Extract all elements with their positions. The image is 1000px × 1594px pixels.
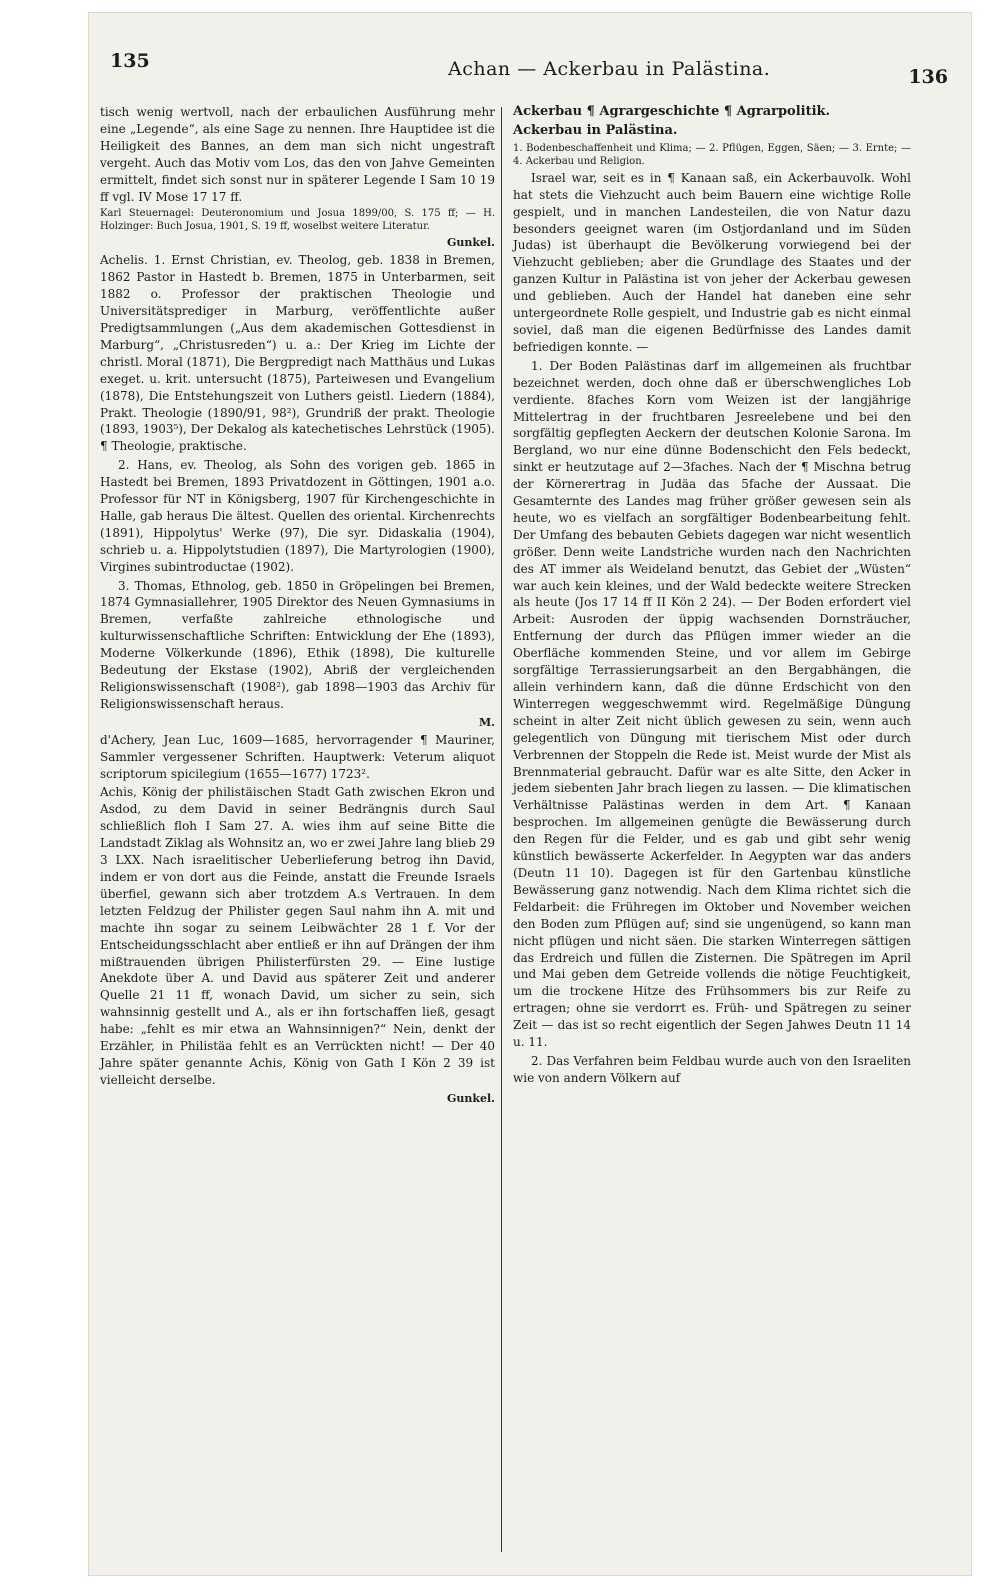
entry-achelis-2: 2. Hans, ev. Theolog, als Sohn des vorigen geb. 1865 in Hastedt bei Bremen, 1893 Privatdozent in Göttingen, 1901 a.o. Professor für NT in Königsberg, 1907 für Kirchengeschichte in Halle, gab heraus Die ältest. Quellen des oriental. Kirchenrechts (1891), Hippolytus' Werke (97), Die syr. Didaskalia (1904), schrieb u. a. Hippolytstudien (1897), Die Martyrologien (1900), Virgines subintroductae (1902). <box>100 458 495 574</box>
right-column <box>513 104 911 1089</box>
ackerbau-section-2: 2. Das Verfahren beim Feldbau wurde auch von den Israeliten wie von andern Völkern auf <box>513 1053 911 1085</box>
entry-achelis-1: Achelis. 1. Ernst Christian, ev. Theolog, geb. 1838 in Bremen, 1862 Pastor in Hastedt b. Bremen, 1875 in Unterbarmen, seit 1882 o. Professor der praktischen Theologie und Universitätsprediger in Marburg, veröffentlichte außer Predigtsammlungen („Aus dem akademischen Gottesdienst in Marburg“, „Christusreden“) u. a.: Der Krieg im Lichte der christl. Moral (1871), Die Bergpredigt nach Matthäus und Lukas exeget. u. krit. untersucht (1875), Parteiwesen und Evangelium (1878), Die Entstehungszeit von Luthers geistl. Liedern (1884), Prakt. Theologie (1890/91, 98²), Grundriß der prakt. Theologie (1893, 1903⁵), Der Dekalog als katechetisches Lehrstück (1905). ¶ Theologie, praktische. <box>100 253 495 454</box>
ackerbau-subheading: Ackerbau in Palästina. <box>513 122 678 138</box>
ackerbau-intro: Israel war, seit es in ¶ Kanaan saß, ein Ackerbauvolk. Wohl hat stets die Viehzucht auch beim Bauern eine wichtige Rolle gespielt, und in manchen Landesteilen, die von Natur dazu besonders geeignet waren (im Ostjordanland und im Süden Judas) ist überhaupt die Bevölkerung vorwiegend bei der Viehzucht geblieben; aber die Grundlage des Staates und der ganzen Kultur in Palästina ist von jeher der Ackerbau gewesen und geblieben. Auch der Handel hat daneben eine sehr untergeordnete Rolle gespielt, und Industrie gab es nicht einmal soviel, daß man die eigenen Bedürfnisse des Landes damit befriedigen konnte. — <box>513 170 911 354</box>
entry-achelis-3: 3. Thomas, Ethnolog, geb. 1850 in Gröpelingen bei Bremen, 1874 Gymnasiallehrer, 1905 Direktor des Neuen Gymnasiums in Bremen, verfaßte zahlreiche ethnologische und kulturwissenschaftliche Schriften: Entwicklung der Ehe (1893), Moderne Völkerkunde (1896), Ethik (1898), Die kulturelle Bedeutung der Ekstase (1902), Abriß der vergleichenden Religionswissenschaft (1908²), gab 1898—1903 das Archiv für Religionswissenschaft heraus. <box>100 578 495 711</box>
achan-literature: Karl Steuernagel: Deuteronomium und Josua 1899/00, S. 175 ff; — H. Holzinger: Buch Josua, 1901, S. 19 ff, woselbst weitere Literatur. <box>100 208 495 233</box>
achan-continuation: tisch wenig wertvoll, nach der erbaulichen Ausführung mehr eine „Legende“, als eine Sage zu nennen. Ihre Hauptidee ist die Heiligkeit des Bannes, an dem man sich nicht ungestraft vergeht. Auch das Motiv vom Los, das den von Jahve Gemeinten ermittelt, findet sich sonst nur in späterer Legende I Sam 10 19 ff vgl. IV Mose 17 17 ff. <box>100 105 495 204</box>
achelis-signature: M. <box>478 715 495 729</box>
entry-achery: d'Achery, Jean Luc, 1609—1685, hervorragender ¶ Mauriner, Sammler vergessener Schriften. Hauptwerk: Veterum aliquot scriptorum spicilegium (1655—1677) 1723². <box>100 732 495 781</box>
page-number-left: 135 <box>110 50 150 72</box>
achis-signature: Gunkel. <box>446 1091 495 1105</box>
entry-achis: Achis, König der philistäischen Stadt Gath zwischen Ekron und Asdod, zu dem David in seiner Bedrängnis durch Saul schließlich floh I Sam 27. A. wies ihm auf seine Bitte die Landstadt Ziklag als Wohnsitz an, wo er zwei Jahre lang blieb 29 3 LXX. Nach israelitischer Ueberlieferung betrog ihn David, indem er von dort aus die Feinde, anstatt die Freunde Israels überfiel, gewann sich aber trotzdem A.s Vertrauen. In dem letzten Feldzug der Philister gegen Saul nahm ihn A. mit und machte ihn sogar zu seinem Leibwächter 28 1 f. Vor der Entscheidungsschlacht aber entließ er ihn auf Drängen der ihm mißtrauenden übrigen Philisterfürsten 29. — Eine lustige Anekdote über A. und David aus späterer Zeit und anderer Quelle 21 11 ff, wonach David, um sicher zu sein, sich wahnsinnig gestellt und A., als er ihn fortschaffen ließ, gesagt habe: „fehlt es mir etwa an Wahnsinnigen?“ Nein, denkt der Erzähler, in Philistäa fehlt es an Verrückten nicht! — Der 40 Jahre später genannte Achis, König von Gath I Kön 2 39 ist vielleicht derselbe. <box>100 785 495 1087</box>
running-head: Achan — Ackerbau in Palästina. <box>448 58 771 80</box>
left-column <box>100 104 495 1108</box>
ackerbau-section-1: 1. Der Boden Palästinas darf im allgemeinen als fruchtbar bezeichnet werden, doch ohne daß er überschwengliches Lob verdiente. 8faches Korn vom Weizen ist der langjährige Mittelertrag in der fruchtbaren Jesreelebene und bei den sorgfältig gepflegten Aeckern der deutschen Kolonie Sarona. Im Bergland, wo nur eine dünne Bodenschicht den Fels bedeckt, sinkt er heutzutage auf 2—3faches. Nach der ¶ Mischna betrug der Körnerertrag in Judäa das 5fache der Aussaat. Die Gesamternte des Landes mag früher größer gewesen sein als heute, wo es vielfach an sorgfältiger Bodenbearbeitung fehlt. Der Umfang des bebauten Gebiets dagegen war nicht wesentlich größer. Denn weite Landstriche wurden nach den Nachrichten des AT immer als Weideland benutzt, das Gebiet der „Wüsten“ war auch kein kleines, und der Wald bedeckte weitere Strecken als heute (Jos 17 14 ff II Kön 2 24). — Der Boden erfordert viel Arbeit: Ausroden der üppig wachsenden Dornsträucher, Entfernung der durch das Pflügen immer wieder an die Oberfläche kommenden Steine, und vor allem im Gebirge sorgfältige Terrassierungsarbeit an den Bergabhängen, die allein verhindern kann, daß die dünne Erdschicht von den Winterregen weggeschwemmt wird. Regelmäßige Düngung scheint in alter Zeit nicht üblich gewesen zu sein, wenn auch gelegentlich von Düngung mit tierischem Mist oder durch Verbrennen der Stoppeln die Rede ist. Meist wurde der Mist als Brennmaterial gebraucht. Dafür war es alte Sitte, den Acker in jedem siebenten Jahr brach liegen zu lassen. — Die klimatischen Verhältnisse Palästinas werden in dem Art. ¶ Kanaan besprochen. Im allgemeinen genügte die Bewässerung durch den Regen für die Felder, und es gab und gibt sehr wenig künstlich bewässerte Ackerfelder. In Aegypten war das anders (Deutn 11 10). Dagegen ist für den Gartenbau künstliche Bewässerung ganz notwendig. Nach dem Klima richtet sich die Feldarbeit: die Frühregen im Oktober und November weichen den Boden zum Pflügen auf; sind sie ungenügend, so kann man nicht pflügen und nicht säen. Die starken Winterregen sättigen das Erdreich und füllen die Zisternen. Die Spätregen im April und Mai geben dem Getreide vollends die nötige Feuchtigkeit, um die trockene Hitze des Frühsommers bis zur Reife zu ertragen; ohne sie verdorrt es. Früh- und Spätregen zu seiner Zeit — das ist so recht eigentlich der Segen Jahwes Deutn 11 14 u. 11. <box>513 358 911 1050</box>
page-number-right: 136 <box>908 66 948 88</box>
ackerbau-heading: Ackerbau ¶ Agrargeschichte ¶ Agrarpolitik. <box>513 104 831 119</box>
ackerbau-contents: 1. Bodenbeschaffenheit und Klima; — 2. Pflügen, Eggen, Säen; — 3. Ernte; — 4. Ackerbau und Religion. <box>513 142 911 167</box>
column-divider <box>501 107 502 1552</box>
achan-signature: Gunkel. <box>446 236 495 250</box>
book-page <box>88 12 972 1576</box>
